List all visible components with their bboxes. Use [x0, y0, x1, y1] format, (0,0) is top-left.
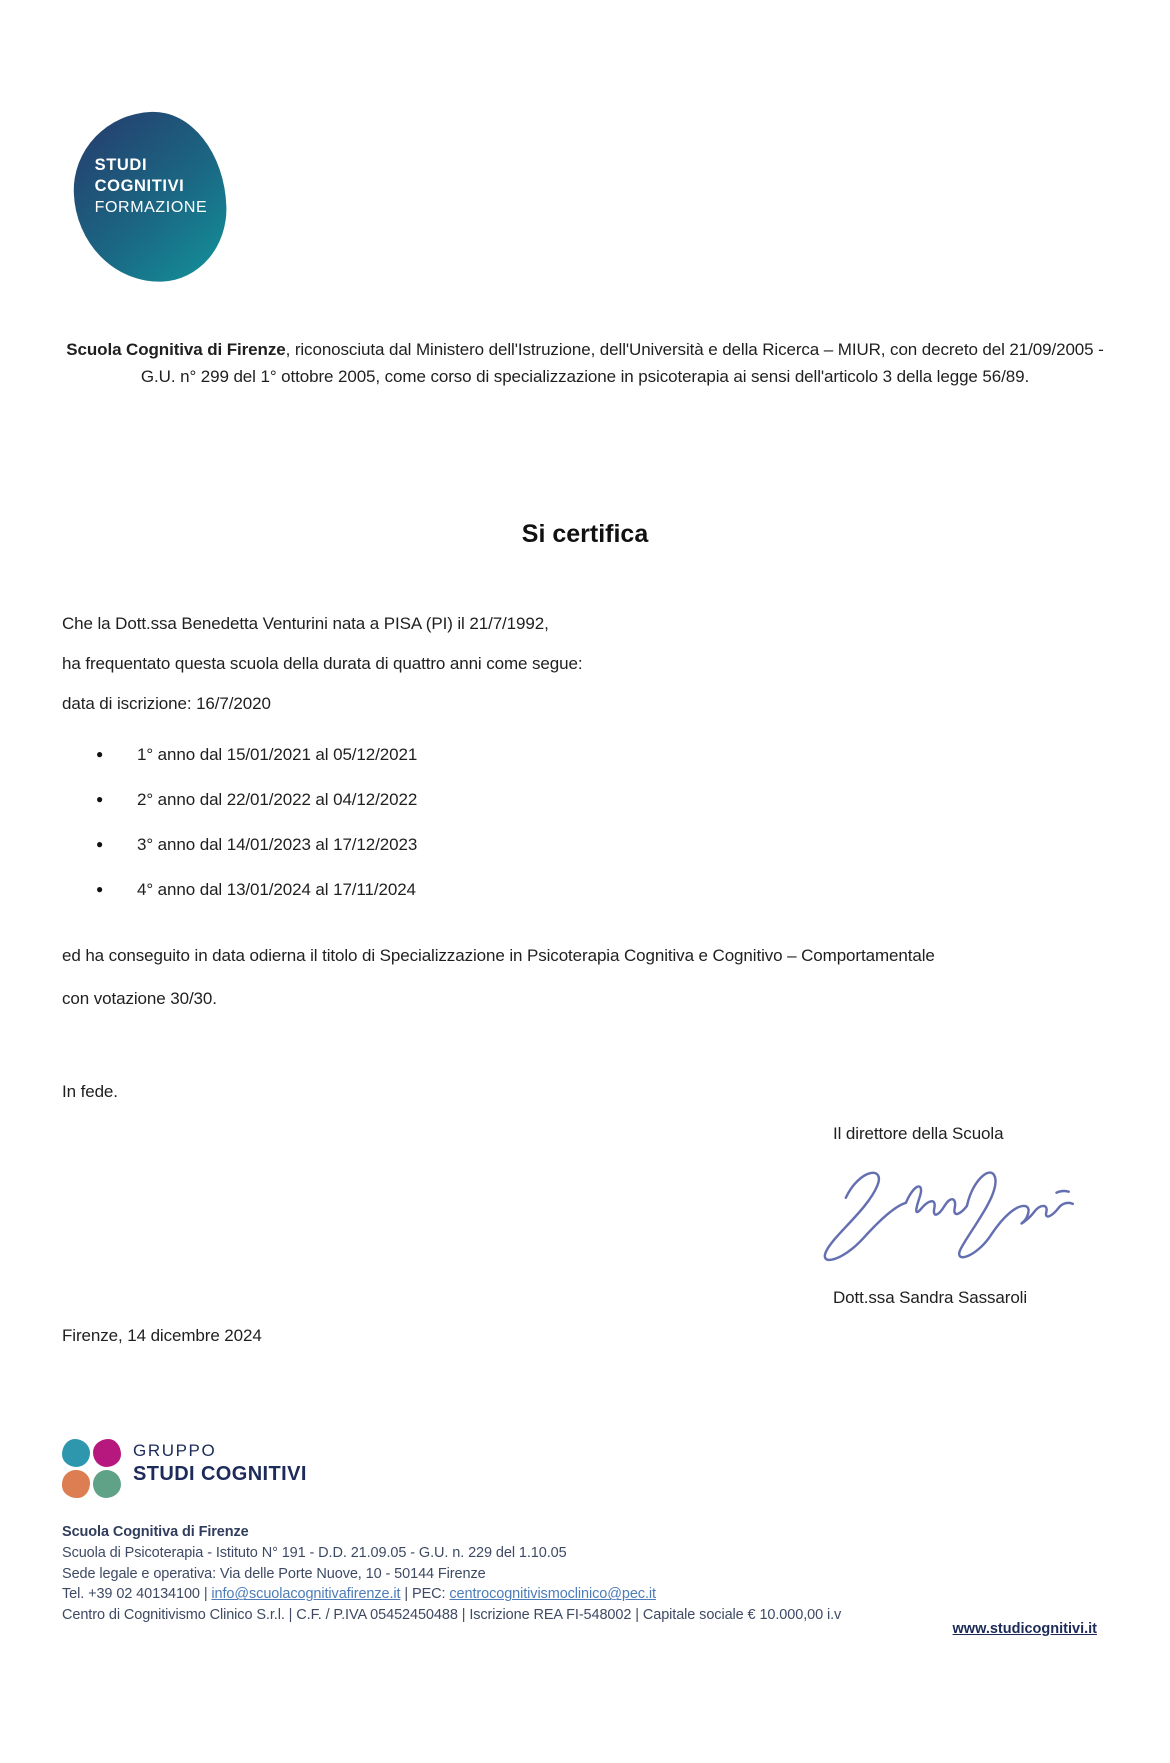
certificate-title: Si certifica — [521, 520, 649, 548]
body-line-grade: con votazione 30/30. — [62, 989, 217, 1008]
logo-line-formazione: FORMAZIONE — [94, 198, 208, 216]
body-line-conclusion: ed ha conseguito in data odierna il titolo di Specializzazione in Psicoterapia Cognitiva e Cognitivo – Comportamentale — [62, 946, 935, 965]
director-signature-image — [800, 1155, 1085, 1267]
email-link[interactable]: info@scuolacognitivafirenze.it — [211, 1586, 401, 1603]
bullet-icon: ● — [96, 882, 104, 896]
list-item-label: 4° anno dal 13/01/2024 al 17/11/2024 — [137, 879, 416, 899]
footer-address-line: Sede legale e operativa: Via delle Porte Nuove, 10 - 50144 Firenze — [62, 1565, 486, 1582]
studi-cognitivi-label: STUDI COGNITIVI — [133, 1463, 307, 1485]
intro-paragraph — [62, 336, 1108, 390]
footer-company-line: Centro di Cognitivismo Clinico S.r.l. | C.F. / P.IVA 05452450488 | Iscrizione REA FI-548002 | Capitale sociale € 10.000,00 i.v — [62, 1607, 842, 1624]
studi-cognitivi-formazione-logo — [71, 109, 229, 284]
body-line-student: Che la Dott.ssa Benedetta Venturini nata a PISA (PI) il 21/7/1992, — [62, 614, 549, 633]
intro-line1-rest: , riconosciuta dal Ministero dell'Istruzione, dell'Università e della Ricerca – MIUR, con — [285, 340, 918, 359]
intro-line2: decreto del 21/09/2005 - G.U. n° 299 del 1° ottobre 2005, come corso di specializzazione in psicoterapia ai sensi — [140, 340, 1104, 386]
list-item-year-4 — [96, 879, 416, 900]
footer-contacts-line — [62, 1584, 962, 1605]
body-line-attendance: ha frequentato questa scuola della durata di quattro anni come segue: — [62, 654, 583, 673]
logo-line-studi: STUDI — [94, 155, 148, 174]
director-role-label: Il direttore della Scuola — [833, 1124, 1004, 1143]
logo-dot-teal — [62, 1439, 90, 1467]
logo-line-cognitivi: COGNITIVI — [94, 176, 185, 195]
footer-org-name: Scuola Cognitiva di Firenze — [62, 1524, 249, 1540]
list-item-label: 3° anno dal 14/01/2023 al 17/12/2023 — [137, 834, 418, 854]
gruppo-studi-cognitivi-logo — [62, 1439, 122, 1498]
logo-dot-orange — [62, 1470, 90, 1498]
intro-line3: dell'articolo 3 della legge 56/89. — [794, 367, 1030, 386]
gruppo-logo-text — [133, 1441, 307, 1487]
footer-contact-block — [62, 1522, 962, 1626]
body-line-in-fede: In fede. — [62, 1082, 118, 1101]
footer-phone: Tel. +39 02 40134100 | — [62, 1586, 212, 1603]
bullet-icon: ● — [96, 747, 104, 761]
place-date-line: Firenze, 14 dicembre 2024 — [62, 1326, 262, 1345]
bullet-icon: ● — [96, 792, 104, 806]
list-item-label: 1° anno dal 15/01/2021 al 05/12/2021 — [137, 744, 418, 764]
director-name: Dott.ssa Sandra Sassaroli — [833, 1288, 1028, 1307]
logo-text — [95, 155, 208, 218]
logo-dot-green — [93, 1470, 121, 1498]
gruppo-label: GRUPPO — [133, 1441, 217, 1460]
body-line-enrollment-date: data di iscrizione: 16/7/2020 — [62, 694, 271, 713]
intro-school-name: Scuola Cognitiva di Firenze — [66, 340, 286, 359]
logo-dot-magenta — [93, 1439, 121, 1467]
footer-institute-line: Scuola di Psicoterapia - Istituto N° 191 - D.D. 21.09.05 - G.U. n. 229 del 1.10.05 — [62, 1544, 567, 1561]
list-item-year-3 — [96, 834, 417, 855]
list-item-year-2 — [96, 789, 417, 810]
list-item-label: 2° anno dal 22/01/2022 al 04/12/2022 — [137, 789, 418, 809]
pec-link[interactable]: centrocognitivismoclinico@pec.it — [449, 1586, 656, 1603]
bullet-icon: ● — [96, 837, 104, 851]
list-item-year-1 — [96, 744, 417, 765]
footer-pec-label: | PEC: — [400, 1586, 450, 1603]
website-link[interactable]: www.studicognitivi.it — [952, 1621, 1097, 1637]
